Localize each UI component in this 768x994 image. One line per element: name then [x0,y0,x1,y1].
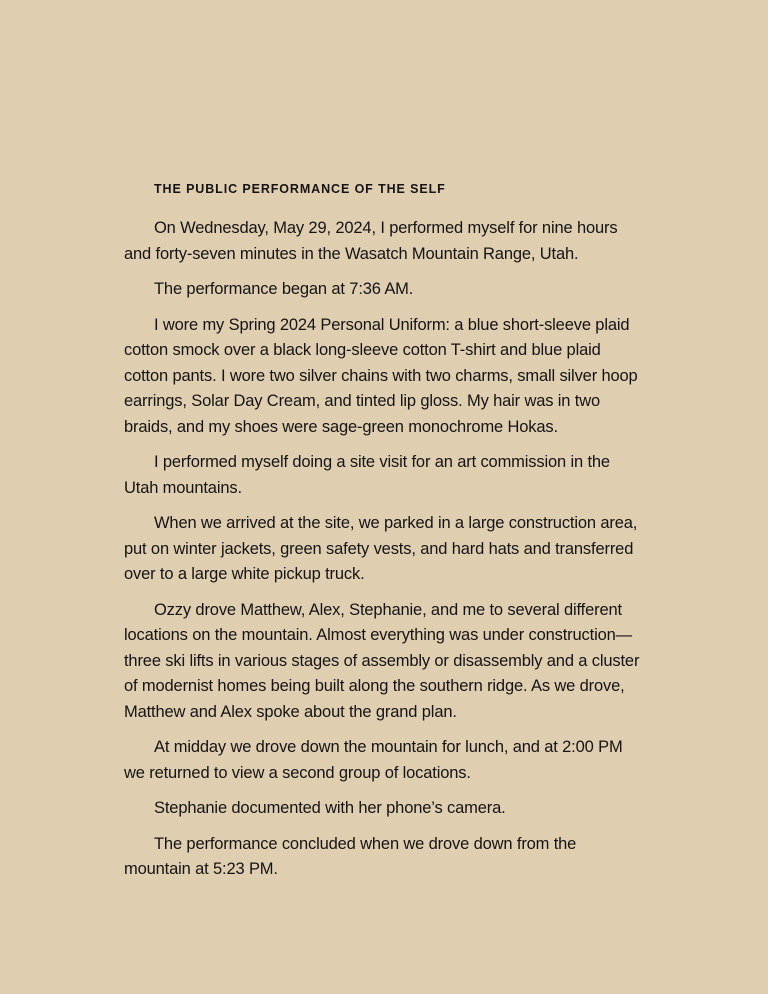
paragraph-9: The performance concluded when we drove down from the mountain at 5:23 PM. [124,834,577,878]
paragraph-1: On Wednesday, May 29, 2024, I performed myself for nine hours and forty-seven minutes in the Wasatch Mountain Range, Utah. [124,219,618,263]
paragraph-7: At midday we drove down the mountain for lunch, and at 2:00 PM we returned to view a second group of locations. [124,738,623,782]
paragraph-8: Stephanie documented with her phone’s camera. [154,799,506,817]
paragraph-4: I performed myself doing a site visit for an art commission in the Utah mountains. [124,453,610,497]
paragraph-2: The performance began at 7:36 AM. [154,280,414,298]
paragraph-3: I wore my Spring 2024 Personal Uniform: a blue short-sleeve plaid cotton smock over a black long-sleeve cotton T-shirt and blue plaid cotton pants. I wore two silver chains with two charms, small silver hoop earrings, Solar Day Cream, and tinted lip gloss. My hair was in two braids, and my shoes were sage-green monochrome Hokas. [124,315,638,436]
page-heading: THE PUBLIC PERFORMANCE OF THE SELF [154,182,446,196]
paragraph-5: When we arrived at the site, we parked in a large construction area, put on winter jackets, green safety vests, and hard hats and transferred over to a large white pickup truck. [124,514,638,583]
document-page [124,178,644,893]
paragraph-6: Ozzy drove Matthew, Alex, Stephanie, and me to several different locations on the mountain. Almost everything was under construction—three ski lifts in various stages of assembly or disassembly and a cluster of modernist homes being built along the southern ridge. As we drove, Matthew and Alex spoke about the grand plan. [124,600,640,721]
